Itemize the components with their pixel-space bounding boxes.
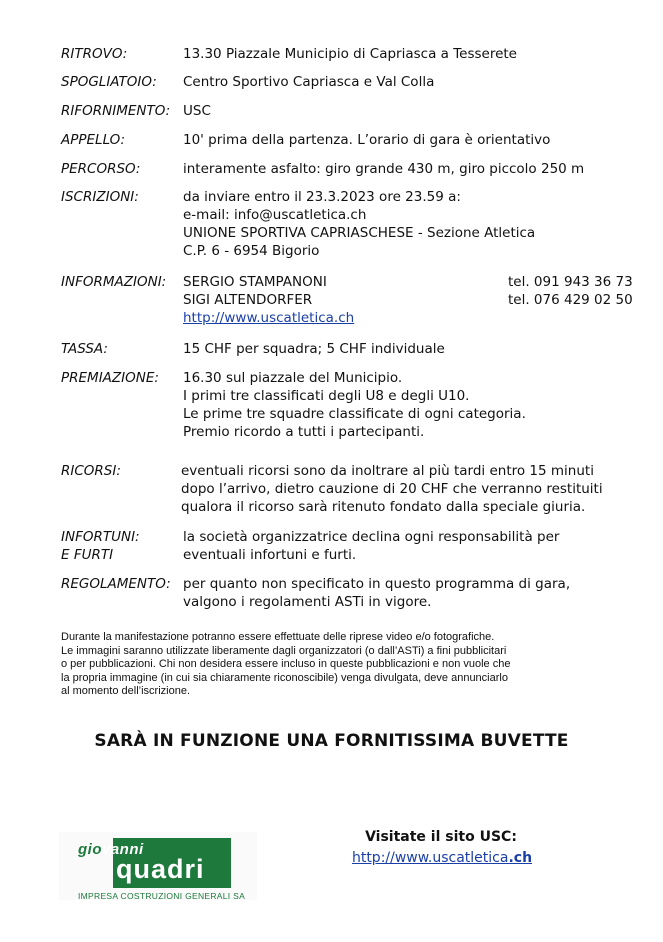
logo-line2: quadri [116,854,205,884]
ricorsi-line: qualora il ricorso sarà ritenuto fondato dalla speciale giuria. [181,499,586,515]
contact-name: SIGI ALTENDORFER [183,292,313,308]
percorso-label: PERCORSO: [61,161,141,177]
privacy-note-line: o per pubblicazioni. Chi non desidera essere incluso in queste pubblicazioni e non vuole che [61,658,511,671]
regolamento-label: REGOLAMENTO: [61,576,171,592]
ricorsi-label: RICORSI: [61,463,121,479]
premiazione-line: Premio ricordo a tutti i partecipanti. [183,424,425,440]
rifornimento-label: RIFORNIMENTO: [61,103,171,119]
ritrovo-label: RITROVO: [61,46,128,62]
ricorsi-value [181,462,603,516]
premiazione-label: PREMIAZIONE: [61,370,159,386]
ricorsi-line: dopo l’arrivo, dietro cauzione di 20 CHF che verranno restituiti [181,481,603,497]
premiazione-line: Le prime tre squadre classificate di ogni categoria. [183,406,526,422]
tassa-value: 15 CHF per squadra; 5 CHF individuale [183,341,445,357]
logo-line1-a: gio [78,841,102,858]
infortuni-value [183,528,559,564]
infortuni-label-line1: INFORTUNI: [61,529,140,545]
percorso-value: interamente asfalto: giro grande 430 m, giro piccolo 250 m [183,161,585,177]
regolamento-line: valgono i regolamenti ASTi in vigore. [183,594,432,610]
ritrovo-value: 13.30 Piazzale Municipio di Capriasca a Tesserete [183,46,517,62]
buvette-heading: SARÀ IN FUNZIONE UNA FORNITISSIMA BUVETTE [94,731,569,751]
infortuni-label [61,528,140,564]
visit-title: Visitate il sito USC: [365,829,517,845]
tassa-label: TASSA: [61,341,108,357]
iscrizioni-line: da inviare entro il 23.3.2023 ore 23.59 a: [183,189,461,205]
regolamento-value [183,575,570,611]
rifornimento-value: USC [183,103,211,119]
contact-tel: tel. 091 943 36 73 [508,274,633,290]
ricorsi-line: eventuali ricorsi sono da inoltrare al più tardi entro 15 minuti [181,463,594,479]
spogliatoio-value: Centro Sportivo Capriasca e Val Colla [183,74,435,90]
company-logo [59,832,257,900]
privacy-note [61,631,631,699]
infortuni-line: eventuali infortuni e furti. [183,547,357,563]
premiazione-line: 16.30 sul piazzale del Municipio. [183,370,403,386]
informazioni-link[interactable]: http://www.uscatletica.ch [183,310,355,326]
logo-subtitle: IMPRESA COSTRUZIONI GENERALI SA [78,891,246,901]
infortuni-line: la società organizzatrice declina ogni responsabilità per [183,529,560,545]
appello-value: 10' prima della partenza. L’orario di gara è orientativo [183,132,551,148]
privacy-note-line: Durante la manifestazione potranno essere effettuate delle riprese video e/o fotografiche. [61,631,495,643]
iscrizioni-email[interactable]: e-mail: info@uscatletica.ch [183,207,367,223]
logo-line1-b: vanni [102,841,144,858]
regolamento-line: per quanto non specificato in questo programma di gara, [183,576,571,592]
privacy-note-line: al momento dell’iscrizione. [61,685,190,698]
contact-name: SERGIO STAMPANONI [183,274,327,290]
informazioni-value [183,273,633,327]
iscrizioni-line: C.P. 6 - 6954 Bigorio [183,243,320,259]
appello-label: APPELLO: [61,132,126,148]
iscrizioni-label: ISCRIZIONI: [61,189,139,205]
visit-link-ch[interactable]: .ch [508,850,533,866]
infortuni-label-line2: E FURTI [61,547,114,563]
visit-link[interactable] [341,850,543,866]
iscrizioni-line: UNIONE SPORTIVA CAPRIASCHESE - Sezione Atletica [183,225,536,241]
premiazione-value [183,369,526,441]
informazioni-label: INFORMAZIONI: [61,274,167,290]
iscrizioni-value [183,188,535,260]
visit-link-main[interactable]: http://www.uscatletica [351,850,509,866]
premiazione-line: I primi tre classificati degli U8 e degli U10. [183,388,470,404]
privacy-note-line: Le immagini saranno utilizzate liberamente dagli organizzatori (o dall’ASTi) a fini pubblicitari [61,644,507,657]
privacy-note-line: la propria immagine (in cui sia chiaramente riconoscibile) venga divulgata, deve annunciarlo [61,671,508,684]
contact-tel: tel. 076 429 02 50 [508,292,633,308]
spogliatoio-label: SPOGLIATOIO: [61,74,157,90]
